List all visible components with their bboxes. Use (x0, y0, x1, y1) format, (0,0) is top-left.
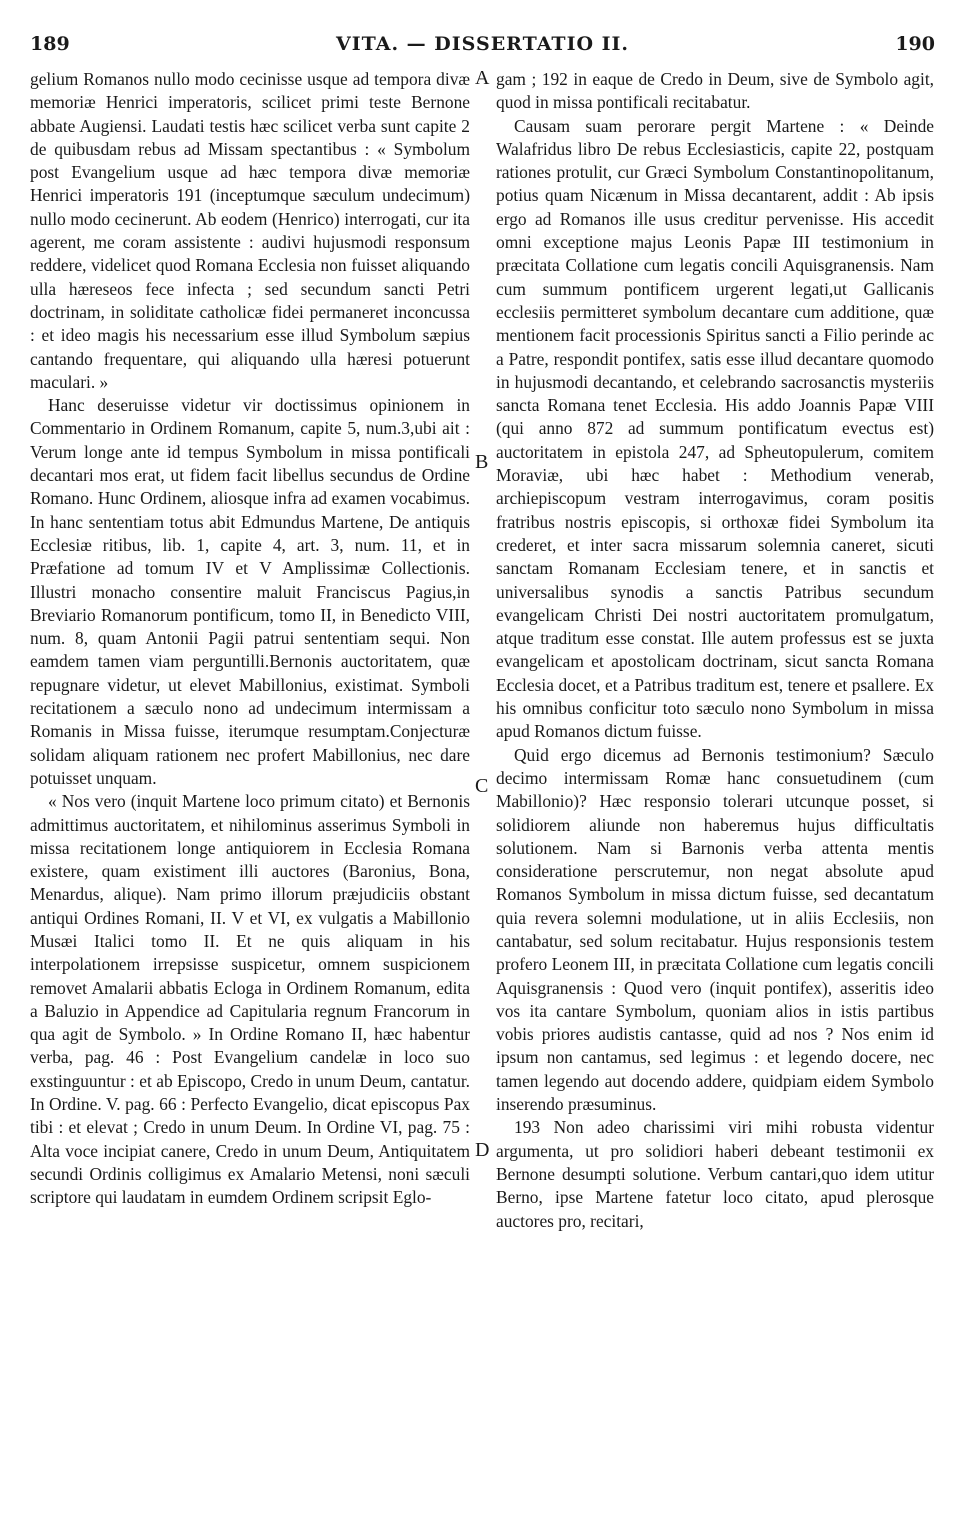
right-paragraph-1: gam ; 192 in eaque de Credo in Deum, sive de Symbolo agit, quod in missa pontificali recitabatur. (496, 69, 934, 113)
right-paragraph-4: 193 Non adeo charissimi viri mihi robusta videntur argumenta, ut pro solidiori haberi debeant testimonii ex Bernone desumpti solutione. Verbum cantari,quo idem utitur Berno, ipse Martene fatetur loco citato, apud plerosque auctores pro, recitari, (496, 1117, 934, 1231)
left-column (30, 68, 470, 1210)
left-paragraph-3: « Nos vero (inquit Martene loco primum citato) et Bernonis admittimus auctoritatem, et nihilominus asserimus Symboli in missa recitationem longe antiquiorem in Ecclesia Romana existere, quam existiment illi auctores (Baronius, Bona, Menardus, alique). Nam primo illorum præjudiciis obstant antiqui Ordines Romani, II. V et VI, ex vulgatis a Mabillonio Musæi Italici tomo II. Et ne quis aliquam in his interpolationem irrepsisse suspicetur, omnem suspicionem removet Amalarii abbatis Ecloga in Ordinem Romanum, edita a Baluzio in Appendice ad Capitularia regnum Francorum in qua agit de Symbolo. » In Ordine Romano II, hæc habentur verba, pag. 46 : Post Evangelium candelæ in loco suo exstinguuntur : et ab Episcopo, Credo in unum Deum, cantatur. In Ordine. V. pag. 66 : Perfecto Evangelio, dicat episcopus Pax tibi : et elevat ; Credo in unum Deum. In Ordine VI, pag. 75 : Alta voce incipiat canere, Credo in unum Deum, Antiquitatem secundi Ordinis colligimus ex Amalario Metensi, noni sæculi scriptore qui laudatam in eumdem Ordinem scripsit Eglo- (30, 791, 470, 1208)
left-paragraph-2: Hanc deseruisse videtur vir doctissimus opinionem in Commentario in Ordinem Romanum, capite 5, num.3,ubi ait : Verum longe ante id tempus Symbolum in missa pontificali decantari mos erat, ut fidem facit libellus secundus de Ordine Romano. Hunc Ordinem, aliosque infra ad examen vocabimus. In hanc sententiam totus abit Edmundus Martene, De antiquis Ecclesiæ ritibus, lib. 1, capite 4, art. 3, num. 11, et in Præfatione ad tomum IV et V Amplissimæ Collectionis. Illustri monacho consentire maluit Franciscus Pagius,in Breviario Romanorum pontificum, tomo II, in Benedicto VIII, num. 8, quam Antonii Pagii patrui sententiam sequi. Non eamdem tamen viam perguntilli.Bernonis auctoritatem, quæ repugnare videtur, ut elevet Mabillonius, existimat. Symboli recitationem a sæculo nono ad undecimum intermissam a Romanis in Missa fuisse, iterumque resumptam.Conjecturæ solidam aliquam rationem nec profert Mabillonius, nec dare potuisset unquam. (30, 395, 470, 788)
margin-marker-b: B (475, 451, 489, 473)
page-number-right: 190 (895, 33, 935, 55)
running-title: VITA. — DISSERTATIO II. (335, 33, 630, 55)
margin-marker-d: D (475, 1139, 490, 1161)
right-paragraph-2: Causam suam perorare pergit Martene : « Deinde Walafridus libro De rebus Ecclesiasticis, capite 22, postquam rationes protulit, cur Græci Symbolum Constantinopolitanum, potius quam Nicænum in Missa decantarent, addit : Ab ipsis ergo ad Romanos ille usus creditur pervenisse. His accedit omni exceptione majus Leonis Papæ III testimonium in præcitata Collatione cum legatis concili Aquisgranensis. Nam cum summum pontificem urgerent legati,ut Gallicanis ecclesiis permitteret symbolum decantare cum additione, quæ mentionem facit processionis Spiritus sancti a Filio perinde ac a Patre, respondit pontifex, satis esse illud decantare quomodo in hujusmodi decantando, et celebrando sacrosanctis mysteriis sancta Romana tenet Ecclesia. His addo Joannis Papæ VIII (qui anno 872 ad summum pontificatum evectus est) auctoritatem in epistola 247, ad Spheutopulerum, comitem Moraviæ, ubi hæc habet : Methodium venerab, archiepiscopum vestram interrogavimus, coram positis fratribus nostris episcopis, si orthoxæ fidei Symbolum ita crederet, et inter sacra missarum solemnia caneret, sicuti sanctam Romanam Ecclesiam tenere, et in sanctis et universalibus synodis a sanctis Patribus secundum evangelicam Christi Dei nostri auctoritatem promulgatum, atque traditum esse constat. Ille autem professus est se juxta evangelicam et apostolicam doctrinam, sicut sancta Romana Ecclesia docet, et a Patribus traditum est, tenere et psallere. Ex his omnibus conficitur toto sæculo nono Symbolum in missa apud Romanos dictum fuisse. (496, 115, 934, 742)
right-paragraph-3: Quid ergo dicemus ad Bernonis testimonium? Sæculo decimo intermissam Romæ hanc consuetudinem (cum Mabillonio)? Hæc responsio tolerari utcunque posset, si solidiorem aliunde non haberemus hujus difficultatis solutionem. Nam si Barnonis verba attenta mentis consideratione perscrutemur, non negat absolute apud Romanos Symbolum in missa dictum fuisse, sed decantatum quia revera solemni modulatione, ut in aliis Ecclesiis, non cantabatur, sed solum recitabatur. Hujus responsionis testem profero Leonem III, in præcitata Collatione cum legatis concili Aquisgranensis : Quod vero (inquit pontifex), asseritis ideo vos ita cantare Symbolum, quoniam alios in istis partibus vobis priores audistis cantasse, quid ad nos ? Nos enim id ipsum non cantamus, sed legimus : et legendo docere, nec tamen legendo aut docendo addere, quidpiam eidem Symbolo inserendo præsuminus. (496, 744, 934, 1115)
running-header (30, 33, 935, 61)
margin-marker-a: A (475, 67, 490, 89)
left-paragraph-1: gelium Romanos nullo modo cecinisse usque ad tempora divæ memoriæ Henrici imperatoris, scilicet primi teste Bernone abbate Augiensi. Laudati testis hæc scilicet verba sunt capite 2 de quibusdam rebus ad Missam spectantibus : « Symbolum post Evangelium usque ad hæc tempora divæ memoriæ Henrici imperatoris 191 (inceptumque sæculum undecimum) nullo modo cecinerunt. Ab eodem (Henrico) interrogati, cur ita agerent, me coram assistente : audivi hujusmodi responsum reddere, videlicet quod Romana Ecclesia non fuisset aliquando ulla hæreseos fece infecta ; sed secundum sancti Petri doctrinam, in soliditate catholicæ fidei permaneret inconcussa : et ideo magis his necessarium esse illud Symbolum sæpius cantando frequentare, qui aliquando ulla hæresi potuerunt maculari. » (30, 69, 470, 392)
right-column (496, 68, 934, 1233)
page-number-left: 189 (30, 33, 70, 55)
margin-marker-c: C (475, 775, 489, 797)
